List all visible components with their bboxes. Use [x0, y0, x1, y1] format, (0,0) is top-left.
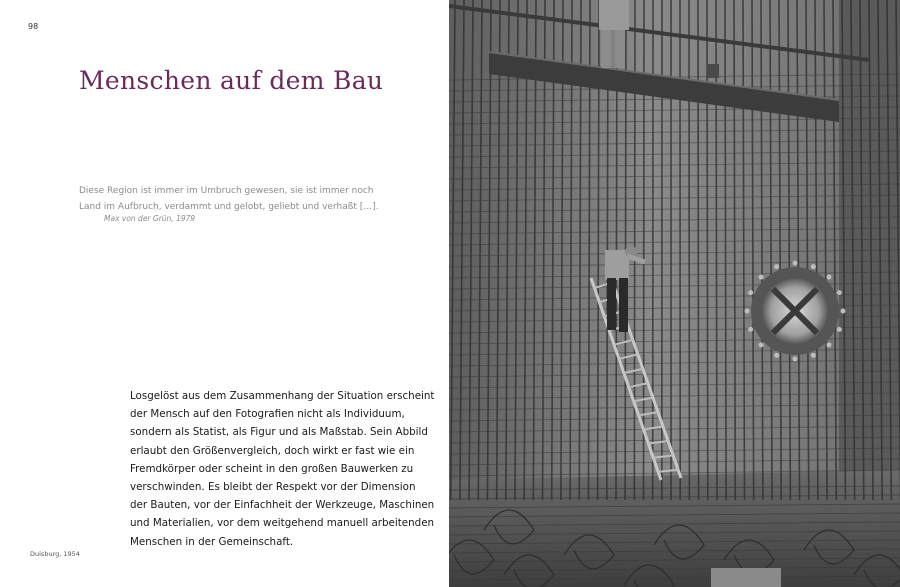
rebar-wall-illustration [449, 0, 900, 587]
porthole-bolt [837, 290, 842, 295]
body-line: Losgelöst aus dem Zusammenhang der Situation erscheint [130, 390, 435, 402]
porthole-bolt [841, 309, 846, 314]
bucket-icon [707, 64, 719, 78]
body-line: der Bauten, vor der Einfachheit der Werkzeuge, Maschinen [130, 499, 435, 512]
porthole-bolt [826, 275, 831, 280]
porthole-bolt [759, 275, 764, 280]
worker-ladder-leg [607, 278, 616, 330]
porthole-bolt [774, 264, 779, 269]
porthole-bolt [748, 290, 753, 295]
worker-ladder-leg [619, 278, 628, 332]
porthole-bolt [837, 327, 842, 332]
body-line: der Mensch auf den Fotografien nicht als Individuum, [130, 408, 405, 421]
worker-top-leg [601, 30, 611, 68]
body-line: verschwinden. Es bleibt der Respekt vor der Dimension [130, 481, 416, 494]
body-line: sondern als Statist, als Figur und als Maßstab. Sein Abbild [130, 426, 428, 439]
vertical-rebar [698, 0, 699, 500]
worker-ladder-torso [605, 250, 629, 280]
porthole-bolt [826, 342, 831, 347]
worker-top-body [599, 0, 629, 30]
body-line: erlaubt den Größenvergleich, doch wirkt er fast wie ein [130, 444, 415, 457]
page-title: Menschen auf dem Bau [79, 66, 384, 95]
epigraph-quote [79, 183, 379, 215]
left-page [0, 0, 449, 587]
page-number: 98 [28, 22, 39, 31]
quote-line: Diese Region ist immer im Umbruch gewesen, sie ist immer noch [79, 186, 374, 196]
photo-caption: Duisburg, 1954 [30, 550, 80, 558]
porthole-bolt [774, 353, 779, 358]
vertical-rebar [725, 0, 726, 500]
body-paragraph [130, 387, 435, 551]
construction-photo [449, 0, 900, 587]
quote-line: Land im Aufbruch, verdammt und gelobt, geliebt und verhaßt […]. [79, 202, 379, 212]
body-line: Fremdkörper oder scheint in den großen Bauwerken zu [130, 462, 414, 475]
porthole-bolt [759, 342, 764, 347]
porthole-bolt [811, 264, 816, 269]
porthole-bolt [811, 353, 816, 358]
crate [711, 568, 781, 587]
body-line: Menschen in der Gemeinschaft. [130, 535, 294, 548]
porthole-bolt [748, 327, 753, 332]
porthole-formwork [745, 261, 846, 362]
porthole-bolt [745, 309, 750, 314]
quote-source: Max von der Grün, 1979 [104, 214, 196, 223]
worker-top-leg [615, 30, 625, 68]
body-line: und Materialien, vor dem weitgehend manuell arbeitenden [130, 517, 435, 530]
porthole-bolt [793, 261, 798, 266]
porthole-bolt [793, 357, 798, 362]
